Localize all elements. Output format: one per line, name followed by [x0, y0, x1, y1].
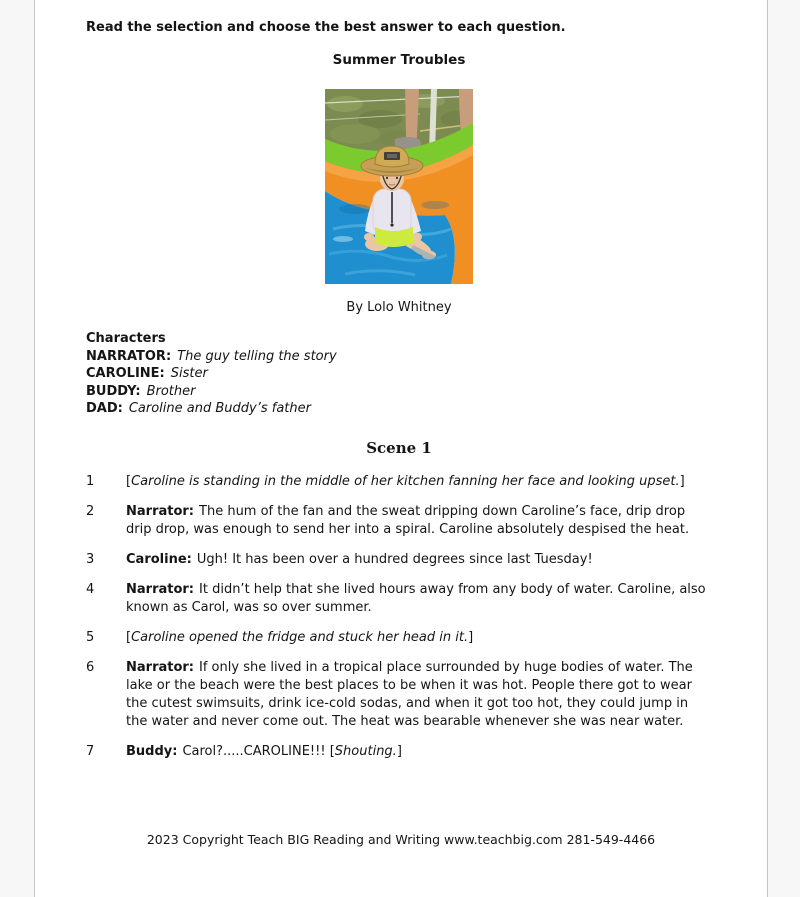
line-number: 6 — [86, 659, 95, 675]
character-line — [86, 365, 712, 383]
character-line — [86, 348, 712, 366]
characters-list — [86, 348, 712, 418]
character-description: Sister — [170, 366, 208, 381]
instruction-text: Read the selection and choose the best answer to each question. — [86, 20, 566, 35]
speaker-name: Narrator: — [126, 581, 195, 597]
footer-copyright: 2023 Copyright Teach BIG Reading and Writing www.teachbig.com 281-549-4466 — [146, 832, 656, 847]
script-line — [86, 659, 712, 731]
script-lines — [86, 473, 712, 761]
script-line — [86, 473, 712, 491]
line-number: 1 — [86, 473, 95, 489]
character-name: CAROLINE: — [86, 366, 165, 381]
script-line — [86, 551, 712, 569]
script-line — [86, 629, 712, 647]
character-description: Brother — [146, 383, 196, 399]
speaker-name: Narrator: — [126, 503, 195, 519]
line-text: Narrator: It didn’t help that she lived hours away from any body of water. Caroline, also known as Carol, was so over summer. — [126, 581, 706, 615]
line-text: Narrator: The hum of the fan and the sweat dripping down Caroline’s face, drip drop drip drop, was enough to send her into a spiral. Caroline absolutely despised the heat. — [126, 503, 690, 537]
character-description: The guy telling the story — [177, 348, 337, 364]
character-name: NARRATOR: — [86, 348, 172, 364]
characters-section — [86, 330, 712, 418]
line-number: 5 — [86, 629, 95, 645]
character-line — [86, 400, 712, 418]
line-number: 3 — [86, 551, 95, 567]
line-number: 7 — [86, 743, 95, 759]
character-name: BUDDY: — [86, 383, 141, 399]
byline: By Lolo Whitney — [346, 300, 452, 315]
speaker-name: Narrator: — [126, 659, 195, 675]
line-text: Caroline: Ugh! It has been over a hundred degrees since last Tuesday! — [126, 551, 593, 567]
character-name: DAD: — [86, 401, 123, 416]
line-text: [Caroline opened the fridge and stuck her head in it.] — [126, 629, 474, 645]
pool-photo — [325, 89, 473, 284]
document-page — [34, 0, 768, 897]
speaker-name: Buddy: — [126, 743, 178, 759]
line-text: Buddy: Carol?.....CAROLINE!!! [Shouting.] — [126, 743, 402, 759]
line-text: Narrator: If only she lived in a tropical place surrounded by huge bodies of water. The lake or the beach were the best places to be when it was hot. People there got to wear the cutest swimsuits, drink ice-cold sodas, and when it got too hot, they could jump in the water and never come out. The heat was bearable whenever she was near water. — [126, 659, 693, 729]
script-line — [86, 503, 712, 539]
character-line — [86, 383, 712, 401]
script-line — [86, 743, 712, 761]
line-text: [Caroline is standing in the middle of her kitchen fanning her face and looking upset.] — [126, 473, 685, 489]
line-number: 4 — [86, 581, 95, 597]
character-description: Caroline and Buddy’s father — [128, 401, 311, 416]
page-title: Summer Troubles — [332, 52, 466, 68]
characters-heading: Characters — [86, 331, 166, 346]
scene-heading: Scene 1 — [366, 438, 432, 457]
line-number: 2 — [86, 503, 95, 519]
script-line — [86, 581, 712, 617]
speaker-name: Caroline: — [126, 551, 192, 567]
